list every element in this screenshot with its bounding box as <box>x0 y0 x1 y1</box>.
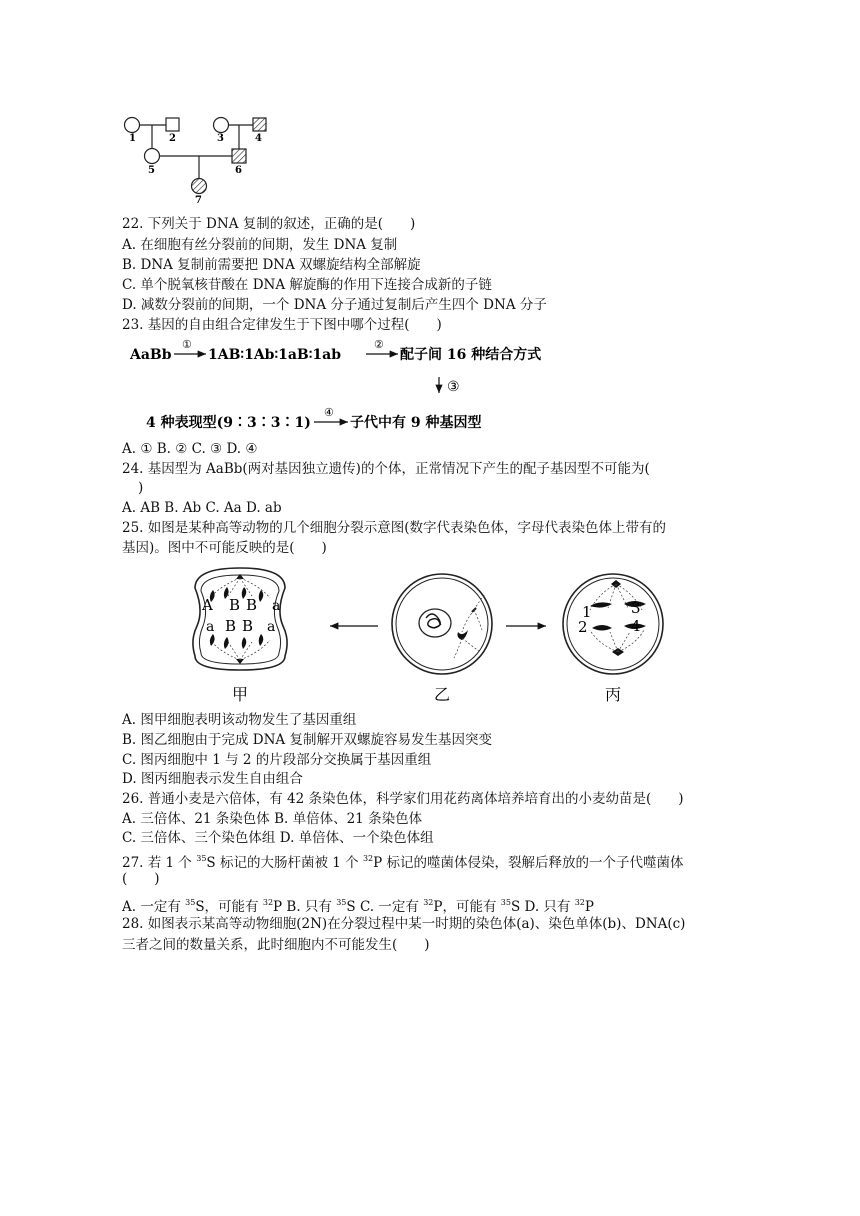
bing-chromosome-2: 2 <box>578 618 588 636</box>
cell-bing <box>563 574 663 674</box>
cell-label-bing: 丙 <box>604 685 622 704</box>
jia-gene-8: a <box>267 619 276 635</box>
pedigree-label-3: 3 <box>217 133 224 144</box>
q26-options-line2[interactable]: C. 三倍体、三个染色体组 D. 单倍体、一个染色体组 <box>122 830 434 846</box>
jia-gene-2: B <box>229 596 241 614</box>
pedigree-label-6: 6 <box>235 165 242 176</box>
jia-gene-6: B <box>225 617 237 635</box>
q24-stem-line1: 24. 基因型为 AaBb(两对基因独立遗传)的个体，正常情况下产生的配子基因型不可能为( <box>122 461 650 477</box>
q26-stem: 26. 普通小麦是六倍体，有 42 条染色体，科学家们用花药离体培养培育出的小麦幼苗是( ) <box>122 791 684 807</box>
cell-yi <box>392 574 492 674</box>
individual-2 <box>166 118 179 131</box>
individual-3 <box>214 118 229 133</box>
q23-combination: 配子间 16 种结合方式 <box>400 347 542 363</box>
individual-1 <box>125 118 140 133</box>
q23-stem: 23. 基因的自由组合定律发生于下图中哪个过程( ) <box>122 317 442 333</box>
cell-label-yi: 乙 <box>433 685 451 704</box>
q23-gametes: 1AB∶1Ab∶1aB∶1ab <box>208 347 342 363</box>
q25-option-c[interactable]: C. 图丙细胞中 1 与 2 的片段部分交换属于基因重组 <box>122 752 432 768</box>
q25-option-d[interactable]: D. 图丙细胞表示发生自由组合 <box>122 771 303 787</box>
q25-option-b[interactable]: B. 图乙细胞由于完成 DNA 复制解开双螺旋容易发生基因突变 <box>122 732 492 748</box>
individual-5 <box>145 149 160 164</box>
jia-gene-5: a <box>206 619 215 635</box>
pedigree-label-5: 5 <box>148 165 155 176</box>
q23-phenotypes: 4 种表现型(9∶3∶3∶1) <box>146 415 311 431</box>
jia-gene-1: A <box>202 596 213 614</box>
q24-options[interactable]: A. AB B. Ab C. Aa D. ab <box>122 500 282 516</box>
jia-gene-3: B <box>246 596 258 614</box>
bing-chromosome-1: 1 <box>582 603 592 621</box>
q28-stem-line1: 28. 如图表示某高等动物细胞(2N)在分裂过程中某一时期的染色体(a)、染色单体(b)、DNA(c) <box>122 916 686 932</box>
q25-stem-line1: 25. 如图是某种高等动物的几个细胞分裂示意图(数字代表染色体，字母代表染色体上带有的 <box>122 520 667 536</box>
cell-jia <box>193 568 287 670</box>
q23-flow-diagram <box>122 337 592 437</box>
q23-step4-mark: ④ <box>324 406 334 419</box>
q22-option-b[interactable]: B. DNA 复制前需要把 DNA 双螺旋结构全部解旋 <box>122 257 421 273</box>
q24-stem-line2: ) <box>138 480 144 496</box>
pedigree-label-4: 4 <box>255 133 262 144</box>
cell-label-jia: 甲 <box>231 685 249 704</box>
bing-chromosome-4: 4 <box>631 617 641 635</box>
q22-option-d[interactable]: D. 减数分裂前的间期，一个 DNA 分子通过复制后产生四个 DNA 分子 <box>122 297 547 313</box>
q22-stem: 22. 下列关于 DNA 复制的叙述，正确的是( ) <box>122 216 416 232</box>
q23-start: AaBb <box>130 347 172 363</box>
q25-stem-line2: 基因)。图中不可能反映的是( ) <box>122 540 327 556</box>
pedigree-label-7: 7 <box>195 195 202 204</box>
q27-options[interactable]: A. 一定有 $^{35}$S，可能有 $^{32}$P B. 只有 $^{35}$S C. 一定有 $^{32}$P，可能有 $^{35}$S D. 只有 $^{32}$P <box>122 898 594 915</box>
bing-chromosome-3: 3 <box>631 599 641 617</box>
q22-option-a[interactable]: A. 在细胞有丝分裂前的间期，发生 DNA 复制 <box>122 237 398 253</box>
q23-genotypes: 子代中有 9 种基因型 <box>350 415 482 431</box>
q25-option-a[interactable]: A. 图甲细胞表明该动物发生了基因重组 <box>122 712 357 728</box>
pedigree-label-1: 1 <box>129 133 136 144</box>
jia-gene-4: a <box>272 598 281 614</box>
q27-stem: 27. 若 1 个 $^{35}$S 标记的大肠杆菌被 1 个 $^{32}$P 标记的噬菌体侵染，裂解后释放的一个子代噬菌体 <box>122 854 684 871</box>
q23-step3-mark: ③ <box>447 379 460 395</box>
q23-flow-svg <box>122 337 592 437</box>
q27-paren: ( ) <box>122 871 160 887</box>
q25-cells-svg <box>180 560 680 710</box>
individual-7 <box>192 179 207 194</box>
jia-gene-7: B <box>242 617 254 635</box>
individual-6 <box>232 149 246 163</box>
q25-cell-division-figure <box>180 560 680 710</box>
q23-options[interactable]: A. ① B. ② C. ③ D. ④ <box>122 441 258 457</box>
q23-step2-mark: ② <box>374 338 384 351</box>
pedigree-label-2: 2 <box>169 133 176 144</box>
q23-step1-mark: ① <box>182 338 192 351</box>
q22-option-c[interactable]: C. 单个脱氧核苷酸在 DNA 解旋酶的作用下连接合成新的子链 <box>122 277 492 293</box>
pedigree-chart <box>118 112 278 204</box>
individual-4 <box>253 118 266 131</box>
q26-options-line1[interactable]: A. 三倍体、21 条染色体 B. 单倍体、21 条染色体 <box>122 811 423 827</box>
pedigree-svg <box>118 112 278 204</box>
q28-stem-line2: 三者之间的数量关系，此时细胞内不可能发生( ) <box>122 937 430 953</box>
